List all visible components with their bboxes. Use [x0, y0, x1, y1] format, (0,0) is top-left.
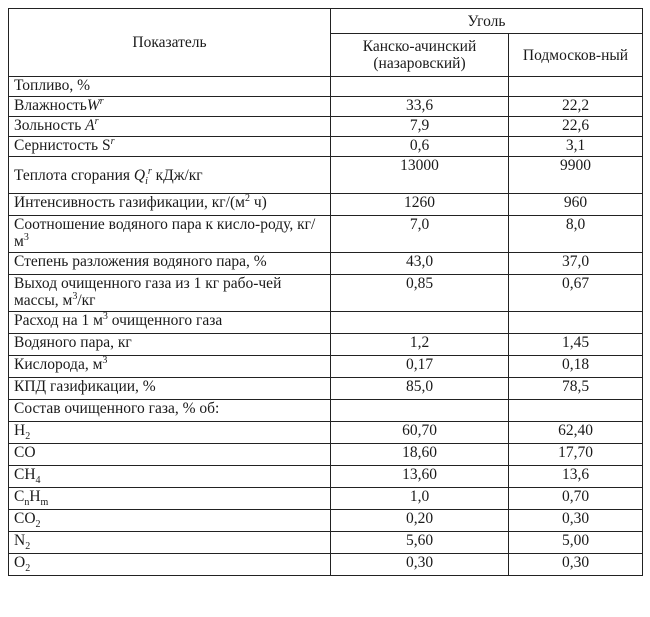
moscow-value [509, 77, 643, 97]
moscow-value: 13,6 [509, 466, 643, 488]
indicator-header: Показатель [9, 9, 331, 77]
kansk-value: 1,2 [331, 334, 509, 356]
coal-header: Уголь [331, 9, 643, 34]
moscow-value: 37,0 [509, 253, 643, 275]
table-row [9, 334, 643, 356]
kansk-value: 0,85 [331, 275, 509, 312]
row-label: Состав очищенного газа, % об: [9, 400, 331, 422]
table-row [9, 137, 643, 157]
moscow-value: 960 [509, 194, 643, 216]
table-row [9, 400, 643, 422]
row-label: $CH_4$ [9, 466, 331, 488]
table-row [9, 444, 643, 466]
row-label: Водяного пара, кг [9, 334, 331, 356]
moscow-value: 5,00 [509, 532, 643, 554]
table-row [9, 488, 643, 510]
row-label: Соотношение водяного пара к кисло-роду, $кг/м^3$ [9, 216, 331, 253]
kansk-value: 60,70 [331, 422, 509, 444]
moscow-value: 0,70 [509, 488, 643, 510]
moscow-value: 22,2 [509, 97, 643, 117]
kansk-value: 13000 [331, 157, 509, 194]
moscow-value: 9900 [509, 157, 643, 194]
row-label: КПД газификации, % [9, 378, 331, 400]
kansk-value [331, 400, 509, 422]
row-label: Сернистость $S^r$ [9, 137, 331, 157]
table-row [9, 253, 643, 275]
moscow-value: 0,67 [509, 275, 643, 312]
row-label: $O_2$ [9, 554, 331, 576]
table-row [9, 466, 643, 488]
kansk-value: 0,6 [331, 137, 509, 157]
table-row [9, 117, 643, 137]
moscow-value: 0,18 [509, 356, 643, 378]
kansk-value: 18,60 [331, 444, 509, 466]
table-row [9, 216, 643, 253]
row-label: ВлажностьW$^r$ [9, 97, 331, 117]
kansk-value: 7,0 [331, 216, 509, 253]
moscow-value [509, 400, 643, 422]
row-label: Расход на 1 $м^3$ очищенного газа [9, 312, 331, 334]
kansk-value: 85,0 [331, 378, 509, 400]
row-label: Интенсивность газификации, $кг/(м^2$ ч) [9, 194, 331, 216]
table-row [9, 275, 643, 312]
kansk-value: 1260 [331, 194, 509, 216]
kansk-value: 13,60 [331, 466, 509, 488]
table-row [9, 422, 643, 444]
row-label: Кислорода, $м^3$ [9, 356, 331, 378]
row-label: $CO_2$ [9, 510, 331, 532]
table-row [9, 157, 643, 194]
row-label: $H_2$ [9, 422, 331, 444]
kansk-value: 5,60 [331, 532, 509, 554]
row-label: Теплота сгорания $Q_i^r$ кДж/кг [9, 157, 331, 194]
moscow-value: 0,30 [509, 510, 643, 532]
kansk-value: 43,0 [331, 253, 509, 275]
row-label: Выход очищенного газа из 1 кг рабо-чей массы, $м^3/кг$ [9, 275, 331, 312]
row-label: CO [9, 444, 331, 466]
row-label: Степень разложения водяного пара, % [9, 253, 331, 275]
kansk-column-header: Канско-ачинский (назаровский) [331, 34, 509, 77]
table-row [9, 510, 643, 532]
kansk-value [331, 312, 509, 334]
moscow-column-header: Подмосков-ный [509, 34, 643, 77]
moscow-value: 8,0 [509, 216, 643, 253]
coal-gasification-table [8, 8, 643, 576]
coal-gasification-table-wrapper [8, 8, 643, 576]
moscow-value [509, 312, 643, 334]
moscow-value: 78,5 [509, 378, 643, 400]
table-row [9, 312, 643, 334]
moscow-value: 17,70 [509, 444, 643, 466]
table-row [9, 532, 643, 554]
kansk-value: 0,20 [331, 510, 509, 532]
moscow-value: 3,1 [509, 137, 643, 157]
row-label: $N_2$ [9, 532, 331, 554]
table-row [9, 77, 643, 97]
moscow-value: 1,45 [509, 334, 643, 356]
table-row [9, 194, 643, 216]
table-row [9, 378, 643, 400]
moscow-value: 22,6 [509, 117, 643, 137]
moscow-value: 0,30 [509, 554, 643, 576]
table-row [9, 97, 643, 117]
table-row [9, 356, 643, 378]
kansk-value: 0,30 [331, 554, 509, 576]
kansk-value: 33,6 [331, 97, 509, 117]
kansk-value: 7,9 [331, 117, 509, 137]
table-row [9, 554, 643, 576]
kansk-value [331, 77, 509, 97]
moscow-value: 62,40 [509, 422, 643, 444]
kansk-value: 0,17 [331, 356, 509, 378]
row-label: $C_nH_m$ [9, 488, 331, 510]
row-label: Топливо, % [9, 77, 331, 97]
kansk-value: 1,0 [331, 488, 509, 510]
row-label: Зольность $A^r$ [9, 117, 331, 137]
